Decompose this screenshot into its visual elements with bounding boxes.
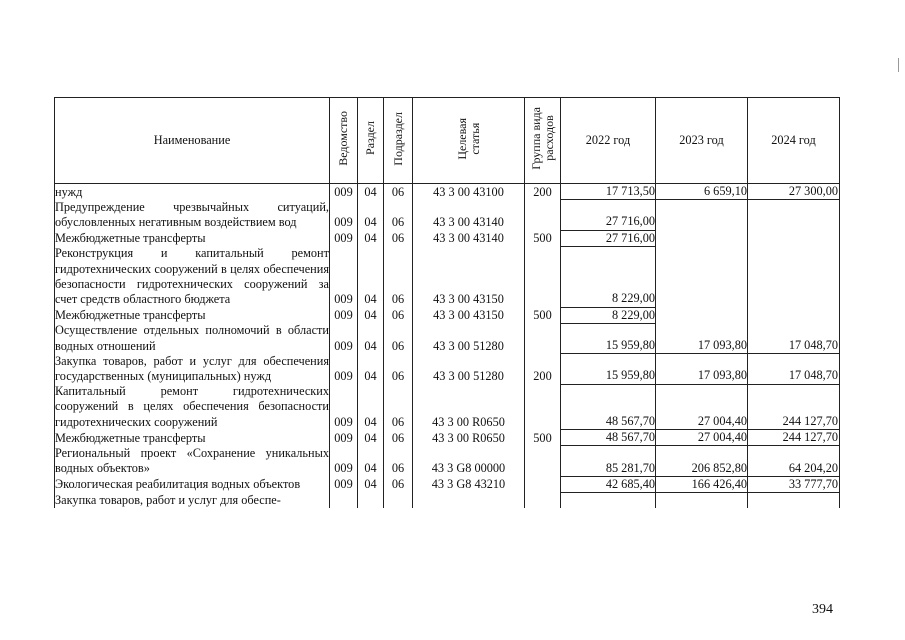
table-row xyxy=(55,200,840,230)
row-section: 04 xyxy=(358,184,384,200)
row-expense-group xyxy=(525,476,561,492)
row-target-item: 43 3 00 R0650 xyxy=(413,384,525,430)
table-row xyxy=(55,307,840,323)
row-expense-group xyxy=(525,246,561,307)
table-row xyxy=(55,446,840,476)
row-target-item: 43 3 00 51280 xyxy=(413,354,525,384)
budget-table xyxy=(54,97,840,508)
row-section: 04 xyxy=(358,246,384,307)
row-subsection: 06 xyxy=(384,184,413,200)
row-amount-2023 xyxy=(656,246,748,307)
row-amount-2023: 17 093,80 xyxy=(656,323,748,353)
row-name: Осуществление отдельных полномочий в области водных отношений xyxy=(55,323,329,353)
row-amount-2023 xyxy=(656,307,748,323)
row-amount-2022: 48 567,70 xyxy=(561,384,656,430)
row-expense-group: 500 xyxy=(525,230,561,246)
row-amount-2024 xyxy=(748,230,840,246)
row-amount-2022: 85 281,70 xyxy=(561,446,656,476)
row-amount-2024 xyxy=(748,493,840,508)
row-department: 009 xyxy=(330,200,358,230)
row-section: 04 xyxy=(358,446,384,476)
row-amount-2022: 15 959,80 xyxy=(561,354,656,384)
table-row xyxy=(55,246,840,307)
row-name: Предупреждение чрезвычайных ситуаций, обусловленных негативным воздействием вод xyxy=(55,199,329,229)
row-target-item: 43 3 00 43150 xyxy=(413,246,525,307)
row-department: 009 xyxy=(330,230,358,246)
row-department xyxy=(330,493,358,508)
table-row xyxy=(55,323,840,353)
row-amount-2024: 33 777,70 xyxy=(748,476,840,492)
row-subsection xyxy=(384,493,413,508)
row-expense-group xyxy=(525,323,561,353)
row-name: Региональный проект «Сохранение уникальных водных объектов» xyxy=(55,445,329,476)
row-amount-2022: 17 713,50 xyxy=(561,184,656,200)
page-number: 394 xyxy=(812,602,833,617)
row-amount-2023 xyxy=(656,493,748,508)
row-amount-2024: 17 048,70 xyxy=(748,354,840,384)
row-subsection: 06 xyxy=(384,307,413,323)
row-amount-2022: 48 567,70 xyxy=(561,430,656,446)
row-subsection: 06 xyxy=(384,476,413,492)
row-section: 04 xyxy=(358,476,384,492)
row-amount-2024 xyxy=(748,307,840,323)
row-amount-2023 xyxy=(656,230,748,246)
table-row xyxy=(55,230,840,246)
row-amount-2022: 27 716,00 xyxy=(561,200,656,230)
row-subsection: 06 xyxy=(384,430,413,446)
row-name: Межбюджетные трансферты xyxy=(55,230,330,246)
row-target-item: 43 3 00 43140 xyxy=(413,230,525,246)
row-target-item: 43 3 00 43140 xyxy=(413,200,525,230)
header-target-item: Целевая статья xyxy=(413,98,525,184)
row-name: Закупка товаров, работ и услуг для обеспечения государственных (муниципальных) нужд xyxy=(55,353,329,383)
row-amount-2024: 17 048,70 xyxy=(748,323,840,353)
row-amount-2023: 17 093,80 xyxy=(656,354,748,384)
row-section: 04 xyxy=(358,354,384,384)
row-amount-2024: 27 300,00 xyxy=(748,184,840,200)
row-department: 009 xyxy=(330,307,358,323)
row-amount-2023: 166 426,40 xyxy=(656,476,748,492)
header-name: Наименование xyxy=(55,98,330,184)
row-section: 04 xyxy=(358,200,384,230)
row-subsection: 06 xyxy=(384,384,413,430)
row-department: 009 xyxy=(330,184,358,200)
row-name: Капитальный ремонт гидротехнических сооружений в целях обеспечения безопасности гидротехнических сооружений xyxy=(55,384,329,429)
row-section: 04 xyxy=(358,384,384,430)
row-amount-2022 xyxy=(561,493,656,508)
row-amount-2024: 64 204,20 xyxy=(748,446,840,476)
header-expense-group: Группа вида расходов xyxy=(525,98,561,184)
row-subsection: 06 xyxy=(384,246,413,307)
row-target-item: 43 3 G8 00000 xyxy=(413,446,525,476)
row-subsection: 06 xyxy=(384,323,413,353)
row-expense-group: 500 xyxy=(525,307,561,323)
row-target-item: 43 3 00 R0650 xyxy=(413,430,525,446)
row-name: Реконструкция и капитальный ремонт гидротехнических сооружений в целях обеспечения безопасности гидротехнических сооружений за счет средств областного бюджета xyxy=(55,246,329,306)
row-amount-2023 xyxy=(656,200,748,230)
row-expense-group: 200 xyxy=(525,354,561,384)
row-name: Экологическая реабилитация водных объектов xyxy=(55,476,330,492)
row-name: Межбюджетные трансферты xyxy=(55,430,330,446)
row-department: 009 xyxy=(330,384,358,430)
header-2023: 2023 год xyxy=(656,98,748,184)
row-target-item xyxy=(413,493,525,508)
row-amount-2023: 206 852,80 xyxy=(656,446,748,476)
row-department: 009 xyxy=(330,354,358,384)
header-2022: 2022 год xyxy=(561,98,656,184)
row-amount-2024 xyxy=(748,200,840,230)
row-section: 04 xyxy=(358,323,384,353)
row-name: Закупка товаров, работ и услуг для обеспе- xyxy=(55,493,330,508)
row-expense-group xyxy=(525,446,561,476)
row-amount-2022: 8 229,00 xyxy=(561,307,656,323)
row-target-item: 43 3 00 51280 xyxy=(413,323,525,353)
row-amount-2023: 27 004,40 xyxy=(656,384,748,430)
table-row xyxy=(55,493,840,508)
row-expense-group xyxy=(525,200,561,230)
table-row xyxy=(55,384,840,430)
scan-mark xyxy=(898,58,899,72)
row-department: 009 xyxy=(330,446,358,476)
row-subsection: 06 xyxy=(384,354,413,384)
row-department: 009 xyxy=(330,430,358,446)
header-section: Раздел xyxy=(358,98,384,184)
row-subsection: 06 xyxy=(384,200,413,230)
row-department: 009 xyxy=(330,323,358,353)
row-amount-2024: 244 127,70 xyxy=(748,384,840,430)
row-target-item: 43 3 G8 43210 xyxy=(413,476,525,492)
row-section: 04 xyxy=(358,307,384,323)
row-amount-2022: 15 959,80 xyxy=(561,323,656,353)
table-row xyxy=(55,430,840,446)
header-2024: 2024 год xyxy=(748,98,840,184)
row-department: 009 xyxy=(330,246,358,307)
row-subsection: 06 xyxy=(384,230,413,246)
row-amount-2024: 244 127,70 xyxy=(748,430,840,446)
row-name: Межбюджетные трансферты xyxy=(55,307,330,323)
row-amount-2022: 8 229,00 xyxy=(561,246,656,307)
row-target-item: 43 3 00 43150 xyxy=(413,307,525,323)
row-section xyxy=(358,493,384,508)
row-expense-group xyxy=(525,384,561,430)
table-row xyxy=(55,354,840,384)
header-subsection: Подраздел xyxy=(384,98,413,184)
row-target-item: 43 3 00 43100 xyxy=(413,184,525,200)
row-name: нужд xyxy=(55,184,330,200)
row-amount-2022: 27 716,00 xyxy=(561,230,656,246)
row-amount-2024 xyxy=(748,246,840,307)
table-row xyxy=(55,476,840,492)
row-amount-2022: 42 685,40 xyxy=(561,476,656,492)
row-expense-group: 500 xyxy=(525,430,561,446)
row-amount-2023: 6 659,10 xyxy=(656,184,748,200)
row-expense-group xyxy=(525,493,561,508)
row-section: 04 xyxy=(358,230,384,246)
row-department: 009 xyxy=(330,476,358,492)
row-amount-2023: 27 004,40 xyxy=(656,430,748,446)
row-subsection: 06 xyxy=(384,446,413,476)
header-department: Ведомство xyxy=(330,98,358,184)
table-header-row xyxy=(55,98,840,184)
row-expense-group: 200 xyxy=(525,184,561,200)
table-row xyxy=(55,184,840,200)
row-section: 04 xyxy=(358,430,384,446)
